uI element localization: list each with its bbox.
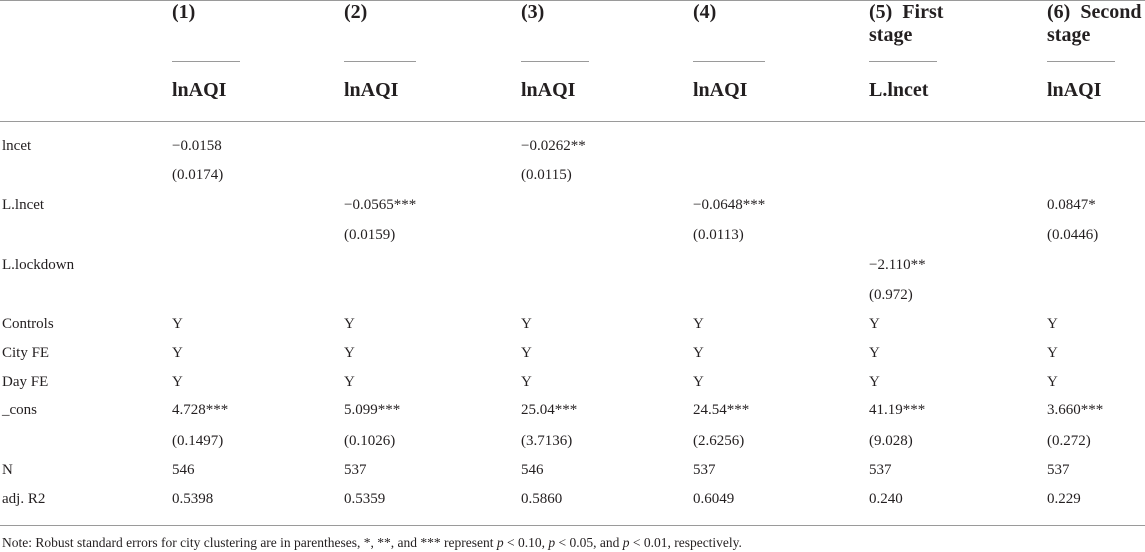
cell: Y [172,374,183,390]
col-6-dep-var: lnAQI [1047,79,1102,101]
col-5-dep-var: L.lncet [869,79,929,101]
col-6-number [1047,1,1145,47]
cell: −2.110** [869,257,926,273]
cell: 546 [172,462,195,478]
cell: 0.5359 [344,491,386,507]
col-4-dep-var: lnAQI [693,79,748,101]
cell: (0.0113) [693,227,744,243]
note-t2: < 0.05, and [555,535,623,550]
cell: (0.272) [1047,433,1091,449]
col-3-number: (3) [521,1,545,23]
cell: (2.6256) [693,433,745,449]
col-1-dep-var: lnAQI [172,79,227,101]
note-prefix: Note: Robust standard errors for city clustering are in parentheses, *, **, and *** represent [2,535,497,550]
cell: Y [1047,316,1058,332]
row-label: _cons [2,402,37,418]
cell: 0.5860 [521,491,563,507]
col-2-underline [344,61,416,62]
cell: 0.5398 [172,491,214,507]
row-label: L.lncet [2,197,45,213]
cell: 5.099*** [344,402,401,418]
cell: 537 [344,462,367,478]
col-1-underline [172,61,240,62]
cell: −0.0648*** [693,197,766,213]
cell: 24.54*** [693,402,750,418]
cell: Y [344,374,355,390]
col-4-number: (4) [693,1,717,23]
col-2-dep-var: lnAQI [344,79,399,101]
cell: (0.0174) [172,167,224,183]
col-3-underline [521,61,589,62]
cell: (0.0159) [344,227,396,243]
cell: (0.0115) [521,167,572,183]
header-rule [0,121,1145,122]
col-6-number-line2: stage [1047,24,1091,46]
cell: 0.6049 [693,491,735,507]
col-4-underline [693,61,765,62]
cell: Y [693,345,704,361]
cell: Y [521,345,532,361]
col-5-number [869,1,979,47]
cell: 537 [869,462,892,478]
note-t1: < 0.10, [503,535,549,550]
row-label: City FE [2,345,50,361]
cell: Y [693,374,704,390]
col-5-number-line1: (5) First [869,1,944,23]
cell: Y [693,316,704,332]
cell: Y [172,316,183,332]
cell: Y [1047,345,1058,361]
note-p2: p [548,535,556,550]
cell: (0.1497) [172,433,224,449]
col-6-number-line1: (6) Second [1047,1,1142,23]
cell: Y [521,374,532,390]
cell: −0.0565*** [344,197,417,213]
cell: 537 [693,462,716,478]
cell: 537 [1047,462,1070,478]
col-1-number: (1) [172,1,196,23]
row-label: Day FE [2,374,49,390]
cell: (0.0446) [1047,227,1099,243]
cell: Y [869,316,880,332]
cell: 3.660*** [1047,402,1104,418]
cell: Y [344,316,355,332]
cell: Y [344,345,355,361]
col-6-underline [1047,61,1115,62]
cell: 546 [521,462,544,478]
col-5-underline [869,61,937,62]
cell: Y [521,316,532,332]
cell: −0.0262** [521,138,586,154]
col-3-dep-var: lnAQI [521,79,576,101]
row-label: L.lockdown [2,257,75,273]
cell: Y [869,374,880,390]
note-p3: p [622,535,630,550]
note-t3: < 0.01, respectively. [629,535,742,550]
cell: Y [1047,374,1058,390]
table-note [2,535,742,551]
cell: (9.028) [869,433,913,449]
col-5-number-line2: stage [869,24,913,46]
cell: (0.1026) [344,433,396,449]
cell: Y [869,345,880,361]
note-p1: p [496,535,504,550]
row-label: lncet [2,138,32,154]
row-label: Controls [2,316,54,332]
cell: (0.972) [869,287,913,303]
cell: 41.19*** [869,402,926,418]
cell: 0.229 [1047,491,1081,507]
cell: −0.0158 [172,138,222,154]
cell: 0.240 [869,491,903,507]
cell: (3.7136) [521,433,573,449]
cell: 25.04*** [521,402,578,418]
cell: Y [172,345,183,361]
col-2-number: (2) [344,1,368,23]
row-label: adj. R2 [2,491,46,507]
row-label: N [2,462,13,478]
cell: 4.728*** [172,402,229,418]
bottom-rule [0,525,1145,526]
cell: 0.0847* [1047,197,1096,213]
